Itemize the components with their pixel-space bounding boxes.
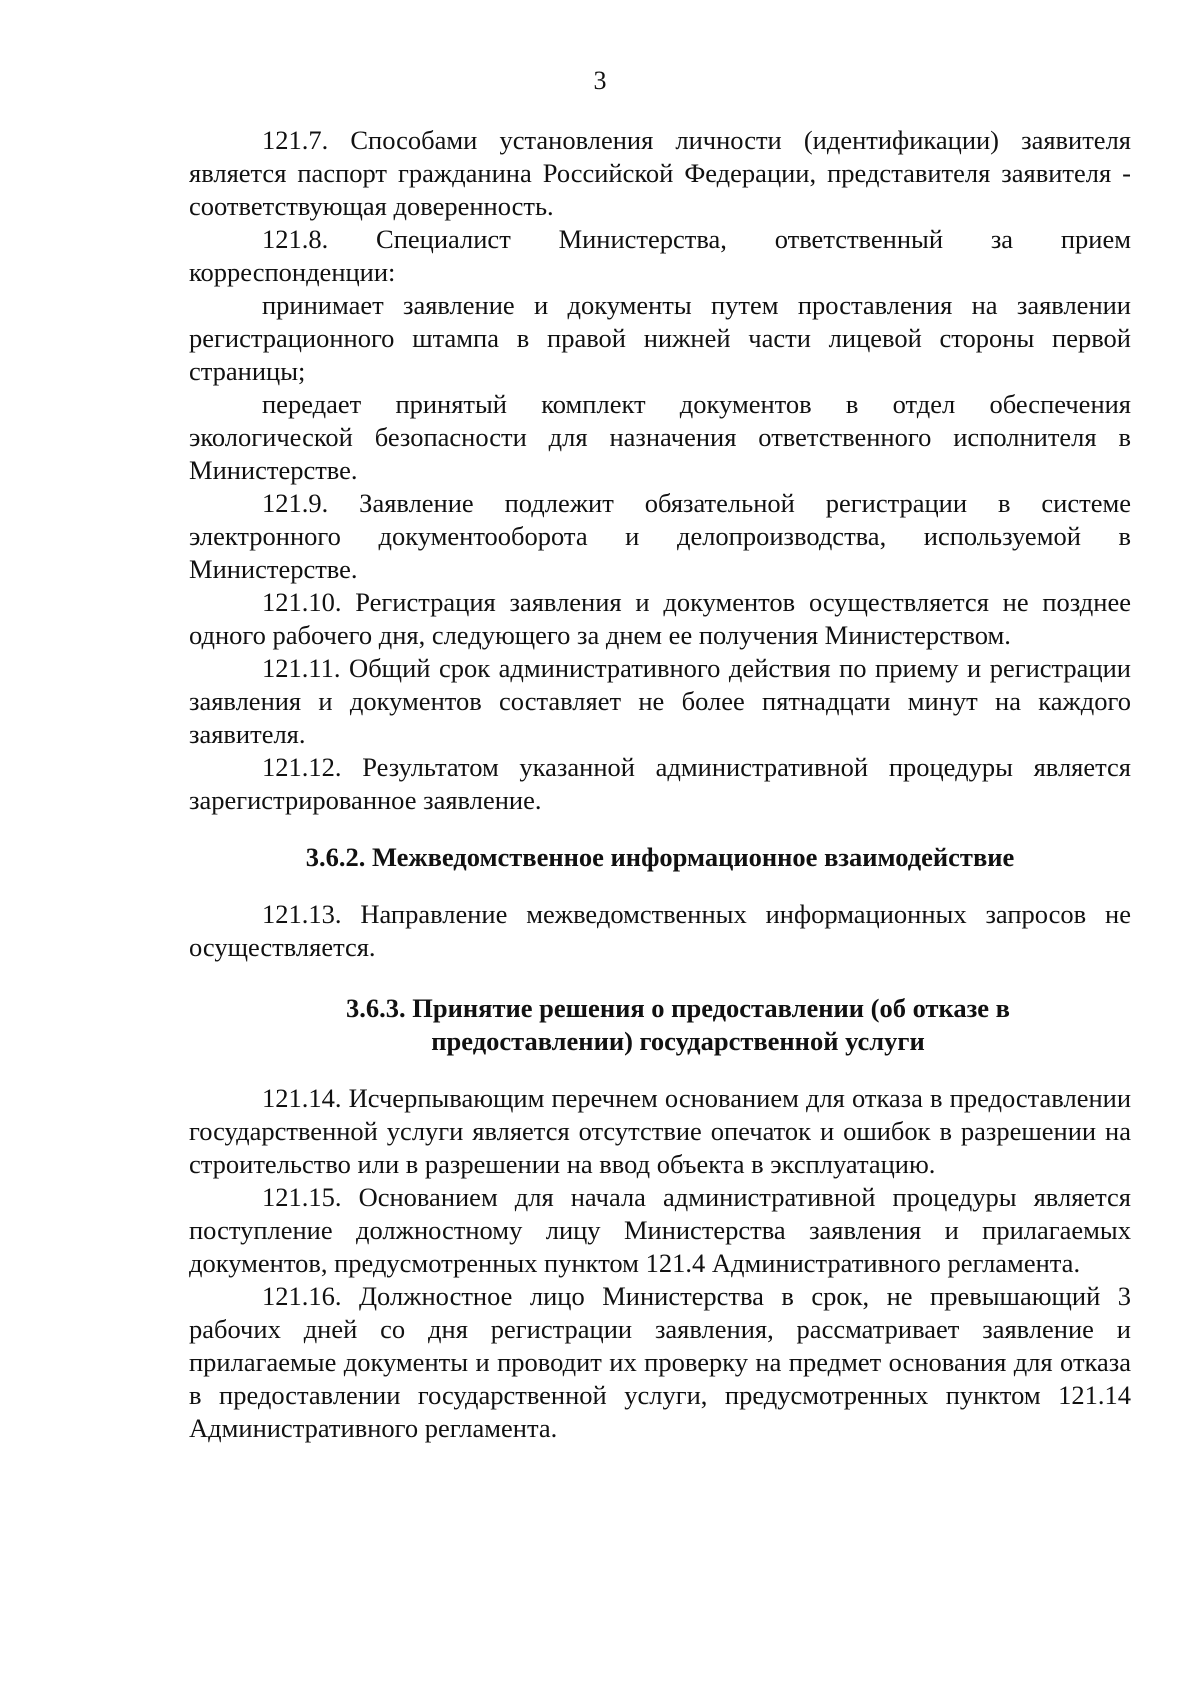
paragraph-121-8-item-2: передает принятый комплект документов в отдел обеспечения экологической безопасности для назначения ответственного исполнителя в Министерстве. xyxy=(189,389,1131,485)
paragraph-121-15: 121.15. Основанием для начала административной процедуры является поступление должностному лицу Министерства заявления и прилагаемых документов, предусмотренных пунктом 121.4 Административного регламента. xyxy=(189,1182,1131,1278)
paragraph-121-8-item-1: принимает заявление и документы путем проставления на заявлении регистрационного штампа в правой нижней части лицевой стороны первой страницы; xyxy=(189,290,1131,386)
document-body xyxy=(189,124,1131,1445)
paragraph-121-13: 121.13. Направление межведомственных информационных запросов не осуществляется. xyxy=(189,899,1131,962)
paragraph-121-10: 121.10. Регистрация заявления и документов осуществляется не позднее одного рабочего дня, следующего за днем ее получения Министерством. xyxy=(189,587,1131,650)
section-heading-3-6-3-line-1: 3.6.3. Принятие решения о предоставлении (об отказе в xyxy=(346,993,1010,1023)
page-number: 3 xyxy=(593,66,607,95)
section-heading-3-6-2: 3.6.2. Межведомственное информационное взаимодействие xyxy=(305,842,1015,872)
section-heading-3-6-3-line-2: предоставлении) государственной услуги xyxy=(431,1026,925,1056)
paragraph-121-7: 121.7. Способами установления личности (идентификации) заявителя является паспорт гражданина Российской Федерации, представителя заявителя - соответствующая доверенность. xyxy=(189,125,1131,221)
section-heading-3-6-3 xyxy=(189,992,1131,1058)
paragraph-121-11: 121.11. Общий срок административного действия по приему и регистрации заявления и документов составляет не более пятнадцати минут на каждого заявителя. xyxy=(189,653,1131,749)
paragraph-121-9: 121.9. Заявление подлежит обязательной регистрации в системе электронного документооборота и делопроизводства, используемой в Министерстве. xyxy=(189,488,1131,584)
paragraph-121-16: 121.16. Должностное лицо Министерства в срок, не превышающий 3 рабочих дней со дня регистрации заявления, рассматривает заявление и прилагаемые документы и проводит их проверку на предмет основания для отказа в предоставлении государственной услуги, предусмотренных пунктом 121.14 Административного регламента. xyxy=(189,1281,1131,1443)
paragraph-121-14: 121.14. Исчерпывающим перечнем основанием для отказа в предоставлении государственной услуги является отсутствие опечаток и ошибок в разрешении на строительство или в разрешении на ввод объекта в эксплуатацию. xyxy=(189,1083,1131,1179)
paragraph-121-12: 121.12. Результатом указанной административной процедуры является зарегистрированное заявление. xyxy=(189,752,1131,815)
paragraph-121-8: 121.8. Специалист Министерства, ответственный за прием корреспонденции: xyxy=(189,224,1131,287)
